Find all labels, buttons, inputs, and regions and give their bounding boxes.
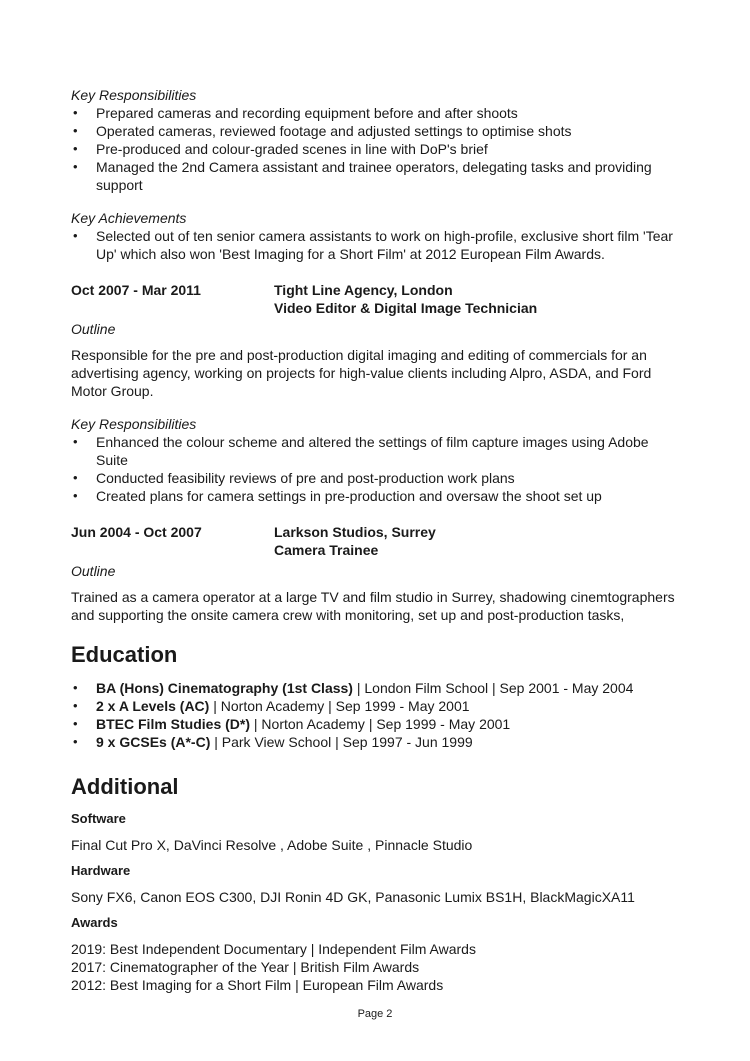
job-1-achievements-list [71, 227, 681, 263]
education-details: | Norton Academy | Sep 1999 - May 2001 [250, 716, 511, 732]
hardware-label: Hardware [71, 863, 131, 878]
list-item: • Selected out of ten senior camera assistants to work on high-profile, exclusive short film 'Tear Up' which also won 'Best Imaging for a Short Film' at 2012 European Film Awards. [71, 227, 681, 263]
job-2-role: Video Editor & Digital Image Technician [274, 300, 538, 316]
software-label: Software [71, 811, 126, 826]
job-2-company: Tight Line Agency, London [274, 282, 453, 298]
hardware-list: Sony FX6, Canon EOS C300, DJI Ronin 4D GK, Panasonic Lumix BS1H, BlackMagicXA11 [71, 889, 635, 905]
education-details: | Park View School | Sep 1997 - Jun 1999 [210, 734, 473, 750]
job-1-section [71, 86, 681, 263]
job-1-achievements-label: Key Achievements [71, 210, 187, 226]
list-item: • Created plans for camera settings in pre-production and oversaw the shoot set up [71, 487, 681, 505]
education-list [71, 679, 681, 751]
job-3-company: Larkson Studios, Surrey [274, 524, 436, 540]
education-qualification: BA (Hons) Cinematography (1st Class) [96, 680, 353, 696]
software-list: Final Cut Pro X, DaVinci Resolve , Adobe Suite , Pinnacle Studio [71, 837, 473, 853]
awards-list [71, 940, 681, 994]
list-item [71, 733, 681, 751]
page-number: Page 2 [357, 1008, 393, 1020]
job-2-header [71, 281, 681, 317]
list-item: • Operated cameras, reviewed footage and adjusted settings to optimise shots [71, 122, 681, 140]
additional-title: Additional [71, 774, 179, 799]
job-2-outline-label: Outline [71, 321, 116, 337]
job-2-responsibilities-label: Key Responsibilities [71, 416, 197, 432]
list-item [71, 715, 681, 733]
education-qualification: 9 x GCSEs (A*-C) [96, 734, 211, 750]
list-item: • Enhanced the colour scheme and altered the settings of film capture images using Adobe Suite [71, 433, 681, 469]
list-item: • Conducted feasibility reviews of pre and post-production work plans [71, 469, 681, 487]
education-details: | London Film School | Sep 2001 - May 2004 [352, 680, 634, 696]
job-3-section [71, 523, 681, 624]
awards-label: Awards [71, 915, 118, 930]
job-2-outline: Responsible for the pre and post-production digital imaging and editing of commercials for an advertising agency, working on projects for high-value clients including Alpro, ASDA, and Ford Motor Group. [71, 347, 652, 399]
job-2-section [71, 281, 681, 505]
job-2-dates: Oct 2007 - Mar 2011 [71, 282, 201, 298]
education-qualification: 2 x A Levels (AC) [96, 698, 210, 714]
job-3-outline-label: Outline [71, 563, 116, 579]
list-item [71, 679, 681, 697]
resume-page-2 [71, 86, 681, 994]
education-details: | Norton Academy | Sep 1999 - May 2001 [209, 698, 470, 714]
education-qualification: BTEC Film Studies (D*) [96, 716, 251, 732]
list-item: • Pre-produced and colour-graded scenes in line with DoP's brief [71, 140, 681, 158]
job-3-outline: Trained as a camera operator at a large TV and film studio in Surrey, shadowing cinemtographers and supporting the onsite camera crew with monitoring, set up and post-production tasks, [71, 589, 675, 623]
job-3-header [71, 523, 681, 559]
award-item: 2012: Best Imaging for a Short Film | European Film Awards [71, 977, 444, 993]
list-item: • Managed the 2nd Camera assistant and trainee operators, delegating tasks and providing support [71, 158, 681, 194]
job-1-responsibilities-label: Key Responsibilities [71, 87, 197, 103]
list-item: • Prepared cameras and recording equipment before and after shoots [71, 104, 681, 122]
list-item [71, 697, 681, 715]
award-item: 2019: Best Independent Documentary | Independent Film Awards [71, 941, 476, 957]
education-title: Education [71, 642, 178, 667]
job-2-responsibilities-list [71, 433, 681, 505]
job-1-responsibilities-list [71, 104, 681, 194]
award-item: 2017: Cinematographer of the Year | British Film Awards [71, 959, 420, 975]
additional-section [71, 773, 681, 994]
job-3-dates: Jun 2004 - Oct 2007 [71, 524, 202, 540]
job-3-role: Camera Trainee [274, 542, 379, 558]
education-section [71, 641, 681, 751]
